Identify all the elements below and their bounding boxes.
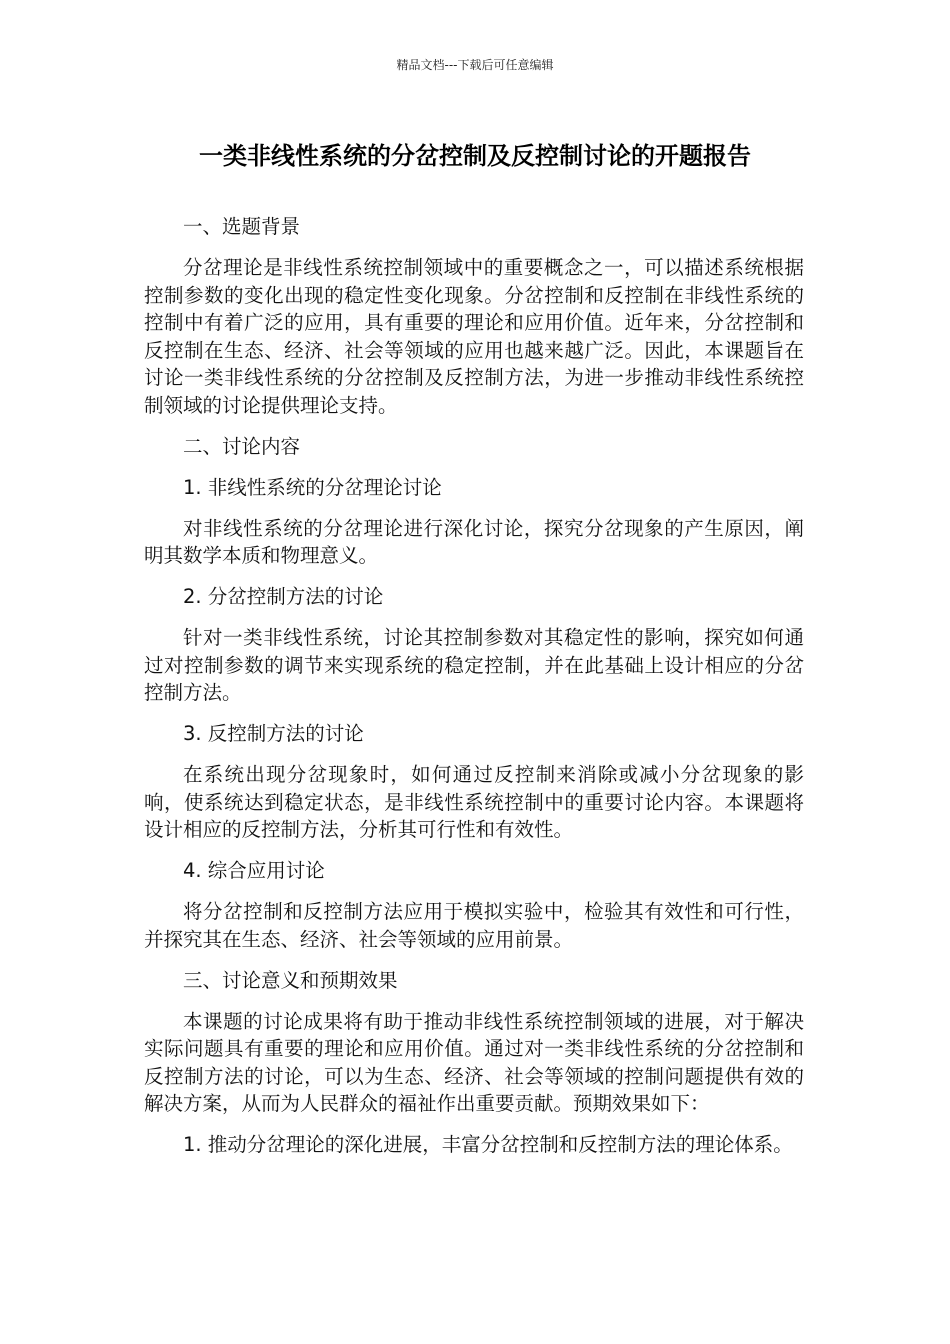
section-heading-significance: 三、讨论意义和预期效果 — [183, 968, 398, 992]
section-heading-content: 二、讨论内容 — [183, 434, 301, 458]
document-body — [144, 213, 804, 1172]
paragraph-anti-control: 在系统出现分岔现象时，如何通过反控制来消除或减小分岔现象的影响，使系统达到稳定状态，是非线性系统控制中的重要讨论内容。本课题将设计相应的反控制方法，分析其可行性和有效性。 — [144, 763, 804, 841]
section-heading-background: 一、选题背景 — [183, 215, 301, 238]
subheading-bifurcation-theory: 1. 非线性系统的分岔理论讨论 — [183, 475, 442, 499]
header-note: 精品文档---下载后可任意编辑 — [396, 58, 554, 72]
list-item-expected-effect-1: 1. 推动分岔理论的深化进展，丰富分岔控制和反控制方法的理论体系。 — [183, 1133, 793, 1156]
paragraph-bifurcation-control: 针对一类非线性系统，讨论其控制参数对其稳定性的影响，探究如何通过对控制参数的调节来实现系统的稳定控制，并在此基础上设计相应的分岔控制方法。 — [144, 626, 804, 704]
subheading-anti-control: 3. 反控制方法的讨论 — [183, 722, 364, 745]
subheading-bifurcation-control: 2. 分岔控制方法的讨论 — [183, 585, 384, 608]
paragraph-bifurcation-theory: 对非线性系统的分岔理论进行深化讨论，探究分岔现象的产生原因，阐明其数学本质和物理意义。 — [144, 516, 804, 567]
paragraph-background: 分岔理论是非线性系统控制领域中的重要概念之一，可以描述系统根据控制参数的变化出现的稳定性变化现象。分岔控制和反控制在非线性系统的控制中有着广泛的应用，具有重要的理论和应用价值。近年来，分岔控制和反控制在生态、经济、社会等领域的应用也越来越广泛。因此，本课题旨在讨论一类非线性系统的分岔控制及反控制方法，为进一步推动非线性系统控制领域的讨论提供理论支持。 — [144, 256, 804, 417]
paragraph-significance: 本课题的讨论成果将有助于推动非线性系统控制领域的进展，对于解决实际问题具有重要的理论和应用价值。通过对一类非线性系统的分岔控制和反控制方法的讨论，可以为生态、经济、社会等领域的控制问题提供有效的解决方案，从而为人民群众的福祉作出重要贡献。预期效果如下： — [144, 1009, 804, 1115]
paragraph-integrated-application: 将分岔控制和反控制方法应用于模拟实验中，检验其有效性和可行性，并探究其在生态、经济、社会等领域的应用前景。 — [144, 900, 804, 951]
subheading-integrated-application: 4. 综合应用讨论 — [183, 859, 325, 882]
document-title: 一类非线性系统的分岔控制及反控制讨论的开题报告 — [199, 142, 751, 170]
